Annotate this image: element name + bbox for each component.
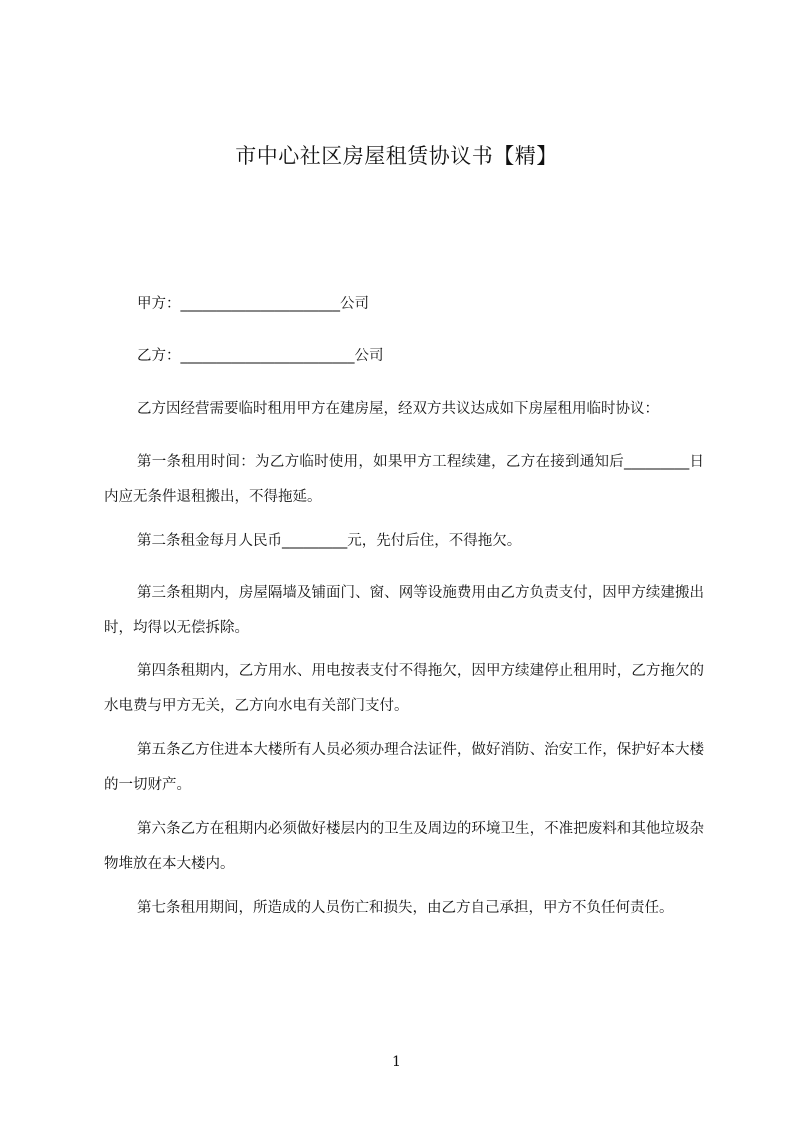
document-title: 市中心社区房屋租赁协议书【精】 [235,144,558,168]
party-b-blank: ________________________ [180,348,355,364]
party-b-line [137,344,384,365]
clause-5: 第五条乙方住进本大楼所有人员必须办理合法证件，做好消防、治安工作，保护好本大楼的一切财产。 [104,742,704,793]
clause-4: 第四条租期内，乙方用水、用电按表支付不得拖欠，因甲方续建停止租用时，乙方拖欠的水电费与甲方无关，乙方向水电有关部门支付。 [104,663,704,714]
clause-7: 第七条租用期间，所造成的人员伤亡和损失，由乙方自己承担，甲方不负任何责任。 [137,900,674,916]
clause-6: 第六条乙方在租期内必须做好楼层内的卫生及周边的环境卫生，不准把废料和其他垃圾杂物堆放在本大楼内。 [104,821,704,872]
party-a-suffix: 公司 [340,296,369,312]
party-a-label: 甲方： [137,296,181,312]
clause-2: 第二条租金每月人民币_________元，先付后住，不得拖欠。 [137,533,522,549]
party-a-blank: ______________________ [180,296,340,312]
page-number: 1 [392,1054,401,1070]
clause-1: 第一条租用时间：为乙方临时使用，如果甲方工程续建，乙方在接到通知后_________日内应无条件退租搬出，不得拖延。 [104,454,704,505]
party-b-suffix: 公司 [354,348,384,364]
party-b-label: 乙方： [137,348,181,364]
clause-3: 第三条租期内，房屋隔墙及铺面门、窗、网等设施费用由乙方负责支付，因甲方续建搬出时，均得以无偿拆除。 [104,585,704,636]
party-a-line [137,292,369,313]
intro-paragraph: 乙方因经营需要临时租用甲方在建房屋，经双方共议达成如下房屋租用临时协议： [137,401,659,417]
